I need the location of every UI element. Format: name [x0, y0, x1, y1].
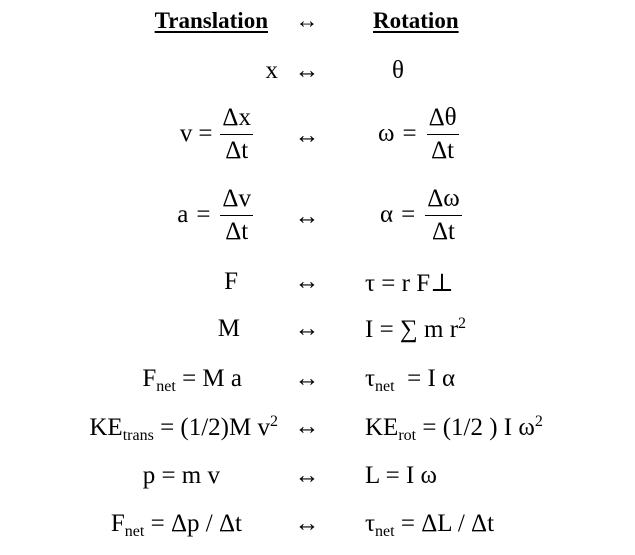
fraction	[425, 185, 462, 245]
symbol: F	[142, 365, 157, 392]
header-rotation: Rotation	[373, 8, 459, 33]
variable: α	[380, 201, 394, 228]
rotation-angle: θ	[392, 57, 404, 84]
rotation-torque: τ = r F⊥	[365, 270, 454, 297]
rotation-angular-acceleration	[380, 185, 464, 245]
rotation-net-torque	[365, 365, 455, 396]
correspondence-arrow: ↔	[294, 268, 320, 295]
subscript: trans	[122, 427, 154, 444]
rotation-moment-of-inertia	[365, 315, 466, 344]
expression: = M a	[175, 365, 242, 392]
header-arrow: ↔	[295, 8, 319, 33]
expression: = (1/2 ) I ω	[416, 414, 535, 441]
expression: = I α	[394, 365, 456, 392]
correspondence-arrow: ↔	[294, 315, 320, 342]
rotation-torque-momentum-rate	[365, 510, 494, 541]
equals: =	[402, 120, 417, 147]
subscript: rot	[398, 427, 417, 444]
subscript: net	[375, 523, 395, 540]
fraction	[220, 104, 253, 164]
correspondence-arrow: ↔	[294, 413, 320, 440]
numerator: Δv	[220, 185, 253, 216]
translation-force: F	[224, 268, 238, 295]
expression: = (1/2)M v	[153, 414, 270, 441]
correspondence-arrow: ↔	[294, 510, 320, 537]
variable: v	[179, 120, 193, 147]
correspondence-arrow: ↔	[294, 57, 320, 84]
variable: ω	[378, 120, 395, 147]
translation-mass: M	[217, 315, 240, 342]
correspondence-arrow: ↔	[294, 122, 320, 149]
denominator: Δt	[225, 136, 249, 164]
translation-momentum: p = m v	[142, 462, 220, 489]
translation-acceleration	[177, 185, 255, 245]
translation-force-momentum-rate	[111, 510, 242, 541]
fraction	[427, 104, 459, 164]
symbol: τ	[365, 510, 376, 537]
correspondence-arrow: ↔	[294, 365, 320, 392]
fraction	[220, 185, 253, 245]
subscript: net	[156, 378, 176, 395]
numerator: Δθ	[427, 104, 459, 135]
exponent: 2	[534, 413, 543, 430]
symbol: F	[110, 510, 125, 537]
variable: a	[177, 201, 189, 228]
translation-position: x	[265, 57, 278, 84]
equals: =	[401, 201, 416, 228]
subscript: net	[124, 523, 145, 540]
expression: = ΔL / Δt	[394, 510, 495, 537]
translation-velocity	[180, 104, 255, 164]
rotation-angular-velocity	[378, 104, 461, 164]
equals: =	[196, 201, 211, 228]
rotation-angular-momentum: L = I ω	[365, 462, 437, 489]
denominator: Δt	[225, 217, 249, 245]
exponent: 2	[458, 315, 467, 332]
subscript: net	[375, 378, 395, 395]
equals: =	[198, 120, 213, 147]
translation-net-force	[142, 365, 242, 396]
expression: I = ∑ m r	[365, 316, 459, 343]
denominator: Δt	[431, 217, 455, 245]
symbol: KE	[89, 414, 123, 441]
correspondence-arrow: ↔	[294, 462, 320, 489]
expression: = Δp / Δt	[144, 510, 242, 537]
numerator: Δω	[425, 185, 462, 216]
exponent: 2	[270, 413, 278, 430]
numerator: Δx	[220, 104, 253, 135]
correspondence-arrow: ↔	[294, 203, 320, 230]
symbol: KE	[365, 414, 399, 441]
header-translation: Translation	[154, 8, 268, 33]
symbol: τ	[365, 365, 376, 392]
rotation-kinetic-energy	[365, 413, 543, 445]
translation-kinetic-energy	[89, 413, 278, 445]
denominator: Δt	[431, 136, 455, 164]
